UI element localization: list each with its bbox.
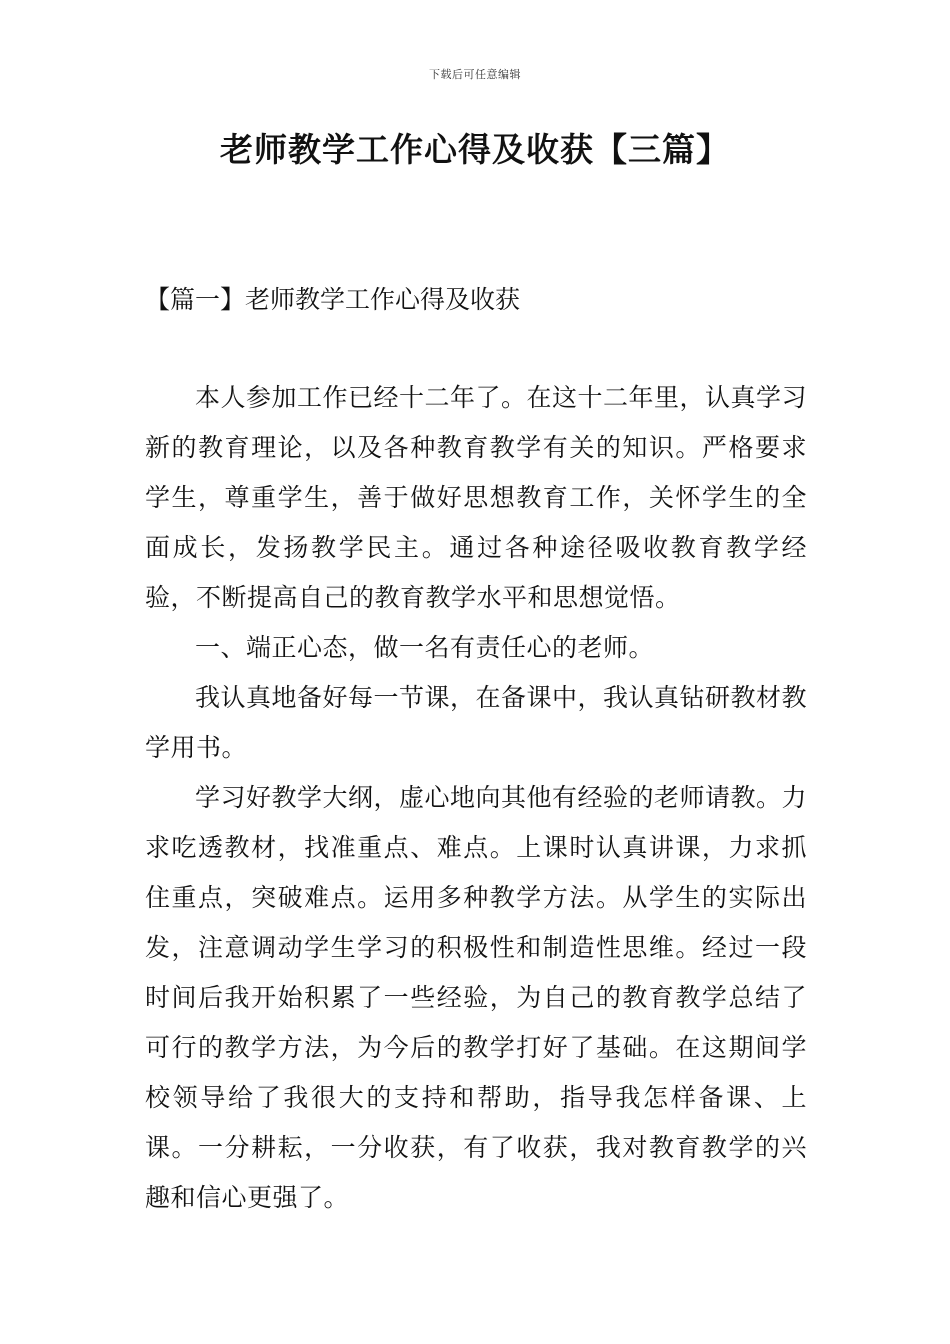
body-text [145,373,807,1223]
section-heading: 【篇一】老师教学工作心得及收获 [145,285,521,314]
paragraph: 一、端正心态，做一名有责任心的老师。 [195,633,655,662]
paragraph: 学习好教学大纲，虚心地向其他有经验的老师请教。力求吃透教材，找准重点、难点。上课时认真讲课，力求抓住重点，突破难点。运用多种教学方法。从学生的实际出发，注意调动学生学习的积极性和制造性思维。经过一段时间后我开始积累了一些经验，为自己的教育教学总结了可行的教学方法，为今后的教学打好了基础。在这期间学校领导给了我很大的支持和帮助，指导我怎样备课、上课。一分耕耘，一分收获，有了收获，我对教育教学的兴趣和信心更强了。 [145,783,808,1212]
header-note: 下载后可任意编辑 [429,68,521,81]
paragraph: 本人参加工作已经十二年了。在这十二年里，认真学习新的教育理论，以及各种教育教学有关的知识。严格要求学生，尊重学生，善于做好思想教育工作，关怀学生的全面成长，发扬教学民主。通过各种途径吸收教育教学经验，不断提高自己的教育教学水平和思想觉悟。 [145,383,808,612]
document-title: 老师教学工作心得及收获【三篇】 [220,130,730,169]
paragraph: 我认真地备好每一节课，在备课中，我认真钻研教材教学用书。 [145,683,808,762]
